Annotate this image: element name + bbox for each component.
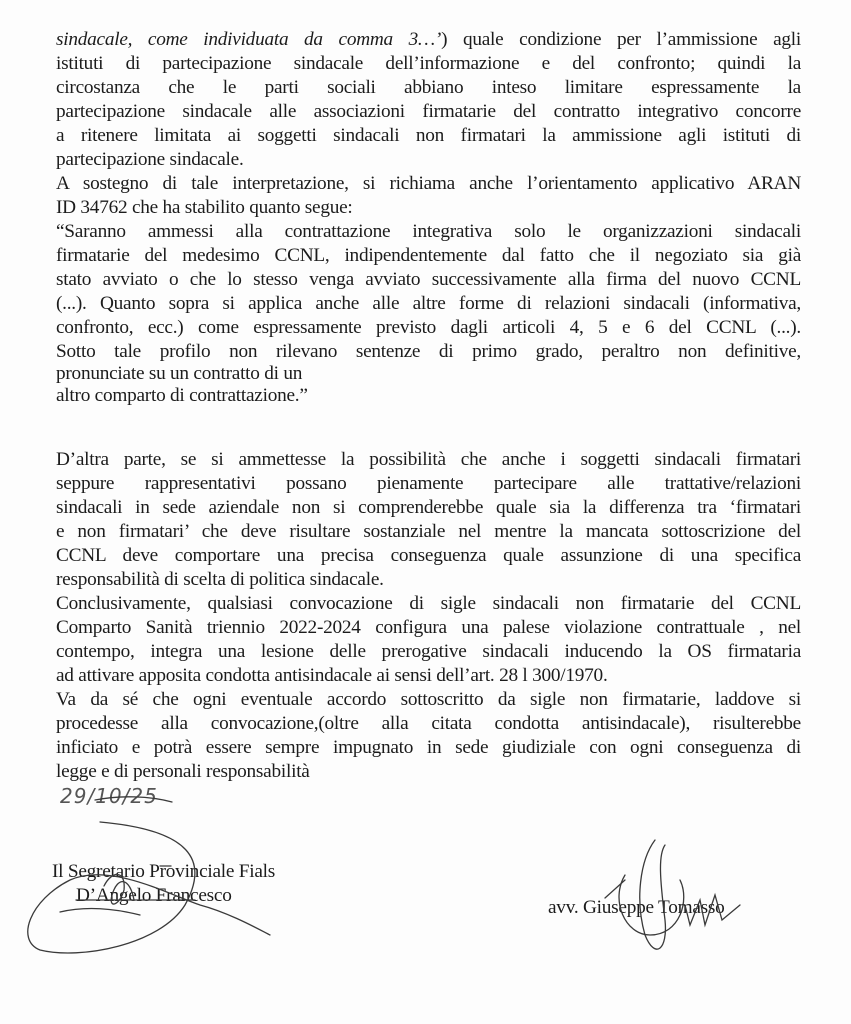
handwritten-date: 29/10/25	[60, 784, 158, 808]
body-line: (...). Quanto sopra si applica anche alle altre forme di relazioni sindacali (informativa,	[56, 293, 801, 314]
body-line: sindacali in sede aziendale non si comprenderebbe quale sia la differenza tra ‘firmatari	[56, 497, 801, 518]
body-line: contempo, integra una lesione delle prerogative sindacali inducendo la OS firmataria	[56, 641, 801, 662]
body-line: partecipazione sindacale alle associazioni firmatarie del contratto integrativo concorre	[56, 101, 801, 122]
body-line: ID 34762 che ha stabilito quanto segue:	[56, 197, 353, 218]
body-line: Sotto tale profilo non rilevano sentenze di primo grado, peraltro non definitive,	[56, 341, 801, 362]
body-line: “Saranno ammessi alla contrattazione integrativa solo le organizzazioni sindacali	[56, 221, 801, 242]
body-line: a ritenere limitata ai soggetti sindacali non firmatari la ammissione agli istituti di	[56, 125, 801, 146]
signatory-title: Il Segretario Provinciale Fials	[52, 861, 276, 882]
body-line: partecipazione sindacale.	[56, 149, 244, 170]
body-line: stato avviato o che lo stesso venga avviato successivamente alla firma del nuovo CCNL	[56, 269, 801, 290]
body-line: seppure rappresentativi possano pienamente partecipare alle trattative/relazioni	[56, 473, 801, 494]
italic-quote: sindacale, come individuata da comma 3…’	[56, 29, 442, 50]
body-line: firmatarie del medesimo CCNL, indipendentemente dal fatto che il negoziato sia già	[56, 245, 801, 266]
body-line: altro comparto di contrattazione.”	[56, 385, 308, 406]
body-line: Conclusivamente, qualsiasi convocazione di sigle sindacali non firmatarie del CCNL	[56, 593, 801, 614]
body-line: procedesse alla convocazione,(oltre alla citata condotta antisindacale), risulterebbe	[56, 713, 801, 734]
body-line: e non firmatari’ che deve risultare sostanziale nel mentre la mancata sottoscrizione del	[56, 521, 801, 542]
signatory-name-right: avv. Giuseppe Tomasso	[548, 897, 725, 918]
body-line: istituti di partecipazione sindacale dell’informazione e del confronto; quindi la	[56, 53, 801, 74]
body-line: legge e di personali responsabilità	[56, 761, 310, 782]
body-line: pronunciate su un contratto di un	[56, 363, 303, 384]
body-line: responsabilità di scelta di politica sindacale.	[56, 569, 384, 590]
body-line: sindacale, come individuata da comma 3…’) quale condizione per l’ammissione agli	[56, 29, 801, 50]
signatory-name-left: D’Angelo Francesco	[76, 885, 232, 906]
body-line: Comparto Sanità triennio 2022-2024 configura una palese violazione contrattuale , nel	[56, 617, 801, 638]
body-line: Va da sé che ogni eventuale accordo sottoscritto da sigle non firmatarie, laddove si	[56, 689, 801, 710]
body-line: inficiato e potrà essere sempre impugnato in sede giudiziale con ogni conseguenza di	[56, 737, 801, 758]
body-line: confronto, ecc.) come espressamente previsto dagli articoli 4, 5 e 6 del CCNL (...).	[56, 317, 801, 338]
body-line: D’altra parte, se si ammettesse la possibilità che anche i soggetti sindacali firmatari	[56, 449, 801, 470]
body-line: circostanza che le parti sociali abbiano inteso limitare espressamente la	[56, 77, 801, 98]
body-line: ad attivare apposita condotta antisindacale ai sensi dell’art. 28 l 300/1970.	[56, 665, 608, 686]
body-line: CCNL deve comportare una precisa conseguenza quale assunzione di una specifica	[56, 545, 801, 566]
body-line: A sostegno di tale interpretazione, si richiama anche l’orientamento applicativo ARAN	[56, 173, 801, 194]
